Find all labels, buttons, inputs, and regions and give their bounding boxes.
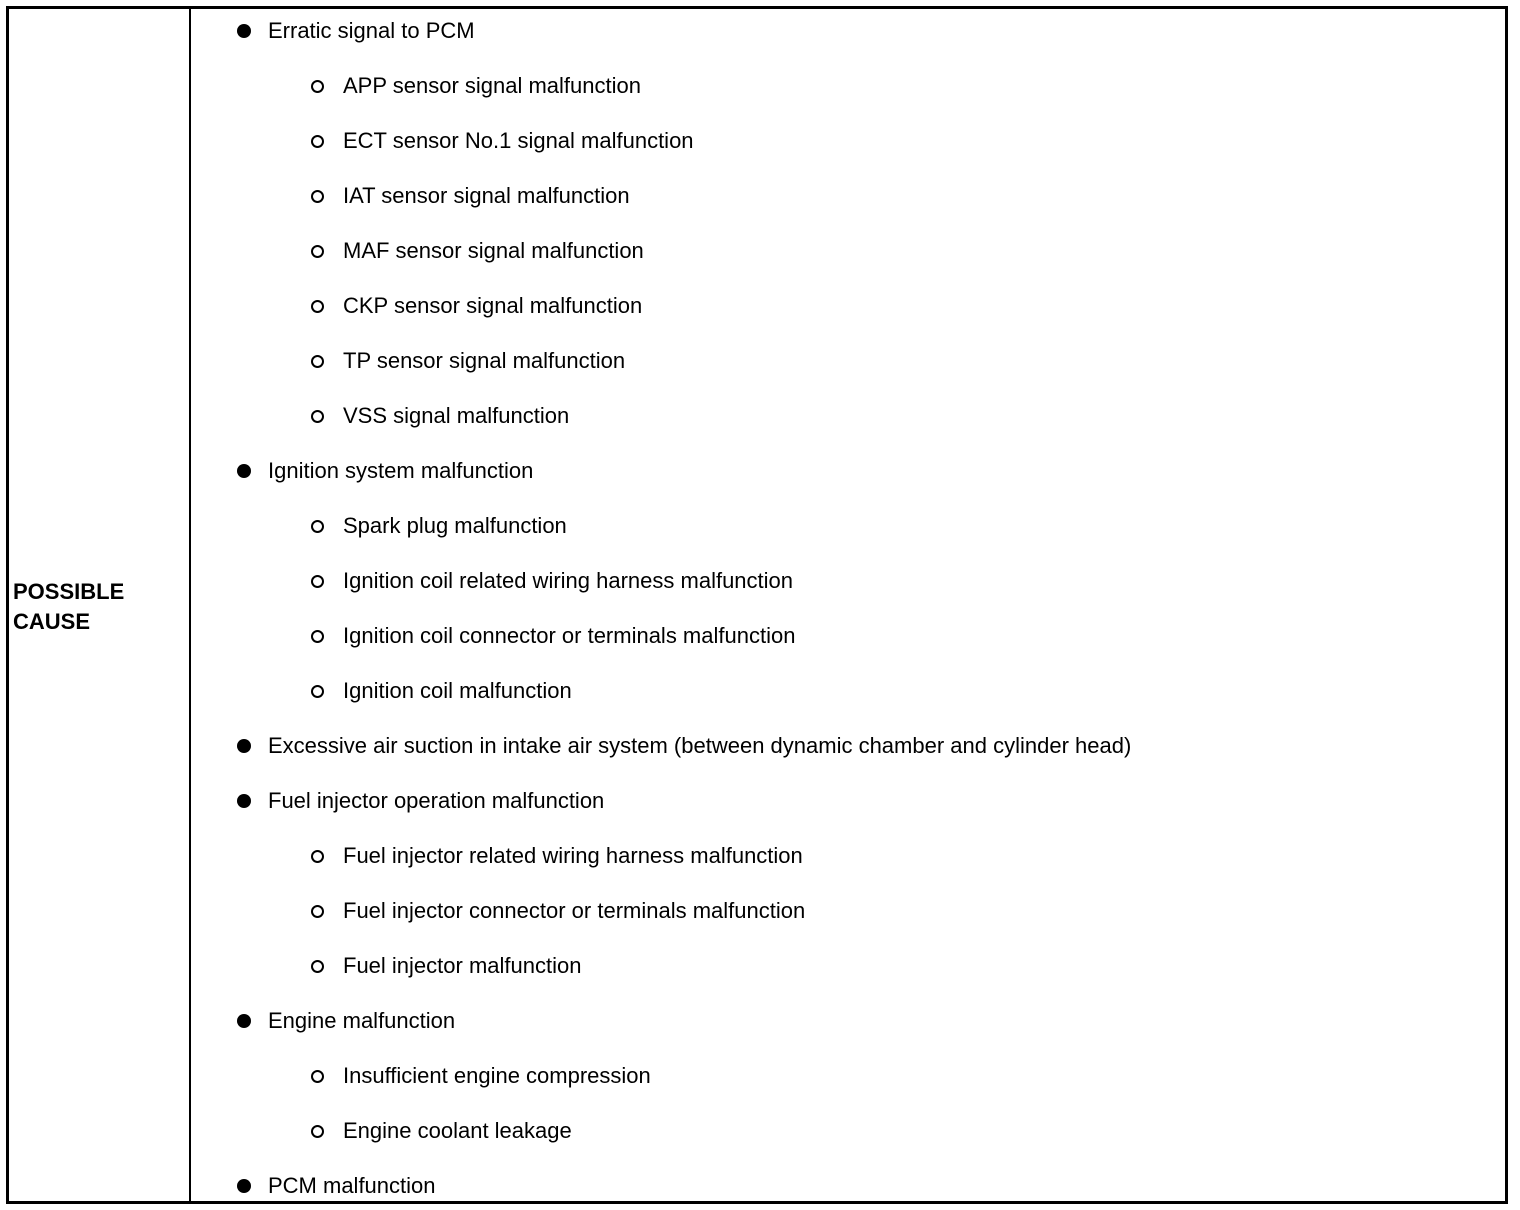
sub-cause-item <box>343 951 581 981</box>
sub-cause-item <box>343 621 795 651</box>
sub-cause-text: APP sensor signal malfunction <box>343 73 641 98</box>
filled-bullet-icon <box>237 1179 251 1193</box>
hollow-bullet-icon <box>311 575 324 588</box>
possible-cause-table <box>6 6 1508 1204</box>
sub-cause-text: Insufficient engine compression <box>343 1063 651 1088</box>
sub-cause-item <box>343 511 567 541</box>
filled-bullet-icon <box>237 464 251 478</box>
cause-item <box>268 786 604 816</box>
sub-cause-text: Fuel injector connector or terminals malfunction <box>343 898 806 923</box>
sub-cause-item <box>343 291 642 321</box>
hollow-bullet-icon <box>311 1070 324 1083</box>
hollow-bullet-icon <box>311 630 324 643</box>
hollow-bullet-icon <box>311 685 324 698</box>
hollow-bullet-icon <box>311 80 324 93</box>
sub-cause-item <box>343 126 694 156</box>
hollow-bullet-icon <box>311 905 324 918</box>
sub-cause-text: ECT sensor No.1 signal malfunction <box>343 128 694 153</box>
label-cell <box>9 9 189 1201</box>
cause-item <box>268 456 533 486</box>
sub-cause-text: TP sensor signal malfunction <box>343 348 626 373</box>
cause-item <box>268 1171 436 1201</box>
hollow-bullet-icon <box>311 190 324 203</box>
cause-text: PCM malfunction <box>268 1173 436 1198</box>
sub-cause-item <box>343 346 625 376</box>
sub-cause-text: Fuel injector malfunction <box>343 953 582 978</box>
sub-cause-text: Fuel injector related wiring harness malfunction <box>343 843 803 868</box>
hollow-bullet-icon <box>311 245 324 258</box>
sub-cause-text: MAF sensor signal malfunction <box>343 238 644 263</box>
hollow-bullet-icon <box>311 410 324 423</box>
cause-text: Fuel injector operation malfunction <box>268 788 605 813</box>
filled-bullet-icon <box>237 1014 251 1028</box>
sub-cause-item <box>343 566 793 596</box>
sub-cause-item <box>343 236 644 266</box>
sub-cause-item <box>343 676 572 706</box>
cause-text: Excessive air suction in intake air system (between dynamic chamber and cylinder head) <box>268 733 1132 758</box>
cause-list <box>191 9 1505 1201</box>
sub-cause-text: Ignition coil related wiring harness malfunction <box>343 568 794 593</box>
sub-cause-item <box>343 71 641 101</box>
filled-bullet-icon <box>237 794 251 808</box>
sub-cause-text: Spark plug malfunction <box>343 513 567 538</box>
sub-cause-text: Ignition coil connector or terminals malfunction <box>343 623 796 648</box>
hollow-bullet-icon <box>311 300 324 313</box>
hollow-bullet-icon <box>311 1125 324 1138</box>
sub-cause-item <box>343 1061 651 1091</box>
cause-text: Erratic signal to PCM <box>268 18 475 43</box>
sub-cause-item <box>343 401 569 431</box>
filled-bullet-icon <box>237 739 251 753</box>
hollow-bullet-icon <box>311 850 324 863</box>
cause-item <box>268 731 1131 761</box>
sub-cause-text: IAT sensor signal malfunction <box>343 183 630 208</box>
cause-text: Engine malfunction <box>268 1008 456 1033</box>
hollow-bullet-icon <box>311 355 324 368</box>
sub-cause-item <box>343 1116 572 1146</box>
hollow-bullet-icon <box>311 135 324 148</box>
filled-bullet-icon <box>237 24 251 38</box>
sub-cause-text: CKP sensor signal malfunction <box>343 293 643 318</box>
hollow-bullet-icon <box>311 520 324 533</box>
sub-cause-item <box>343 841 803 871</box>
cause-text: Ignition system malfunction <box>268 458 534 483</box>
cause-item <box>268 1006 455 1036</box>
sub-cause-text: VSS signal malfunction <box>343 403 570 428</box>
sub-cause-text: Engine coolant leakage <box>343 1118 572 1143</box>
sub-cause-item <box>343 896 805 926</box>
cause-item <box>268 16 475 46</box>
sub-cause-text: Ignition coil malfunction <box>343 678 572 703</box>
hollow-bullet-icon <box>311 960 324 973</box>
sub-cause-item <box>343 181 630 211</box>
row-label: POSSIBLE CAUSE <box>13 578 125 634</box>
